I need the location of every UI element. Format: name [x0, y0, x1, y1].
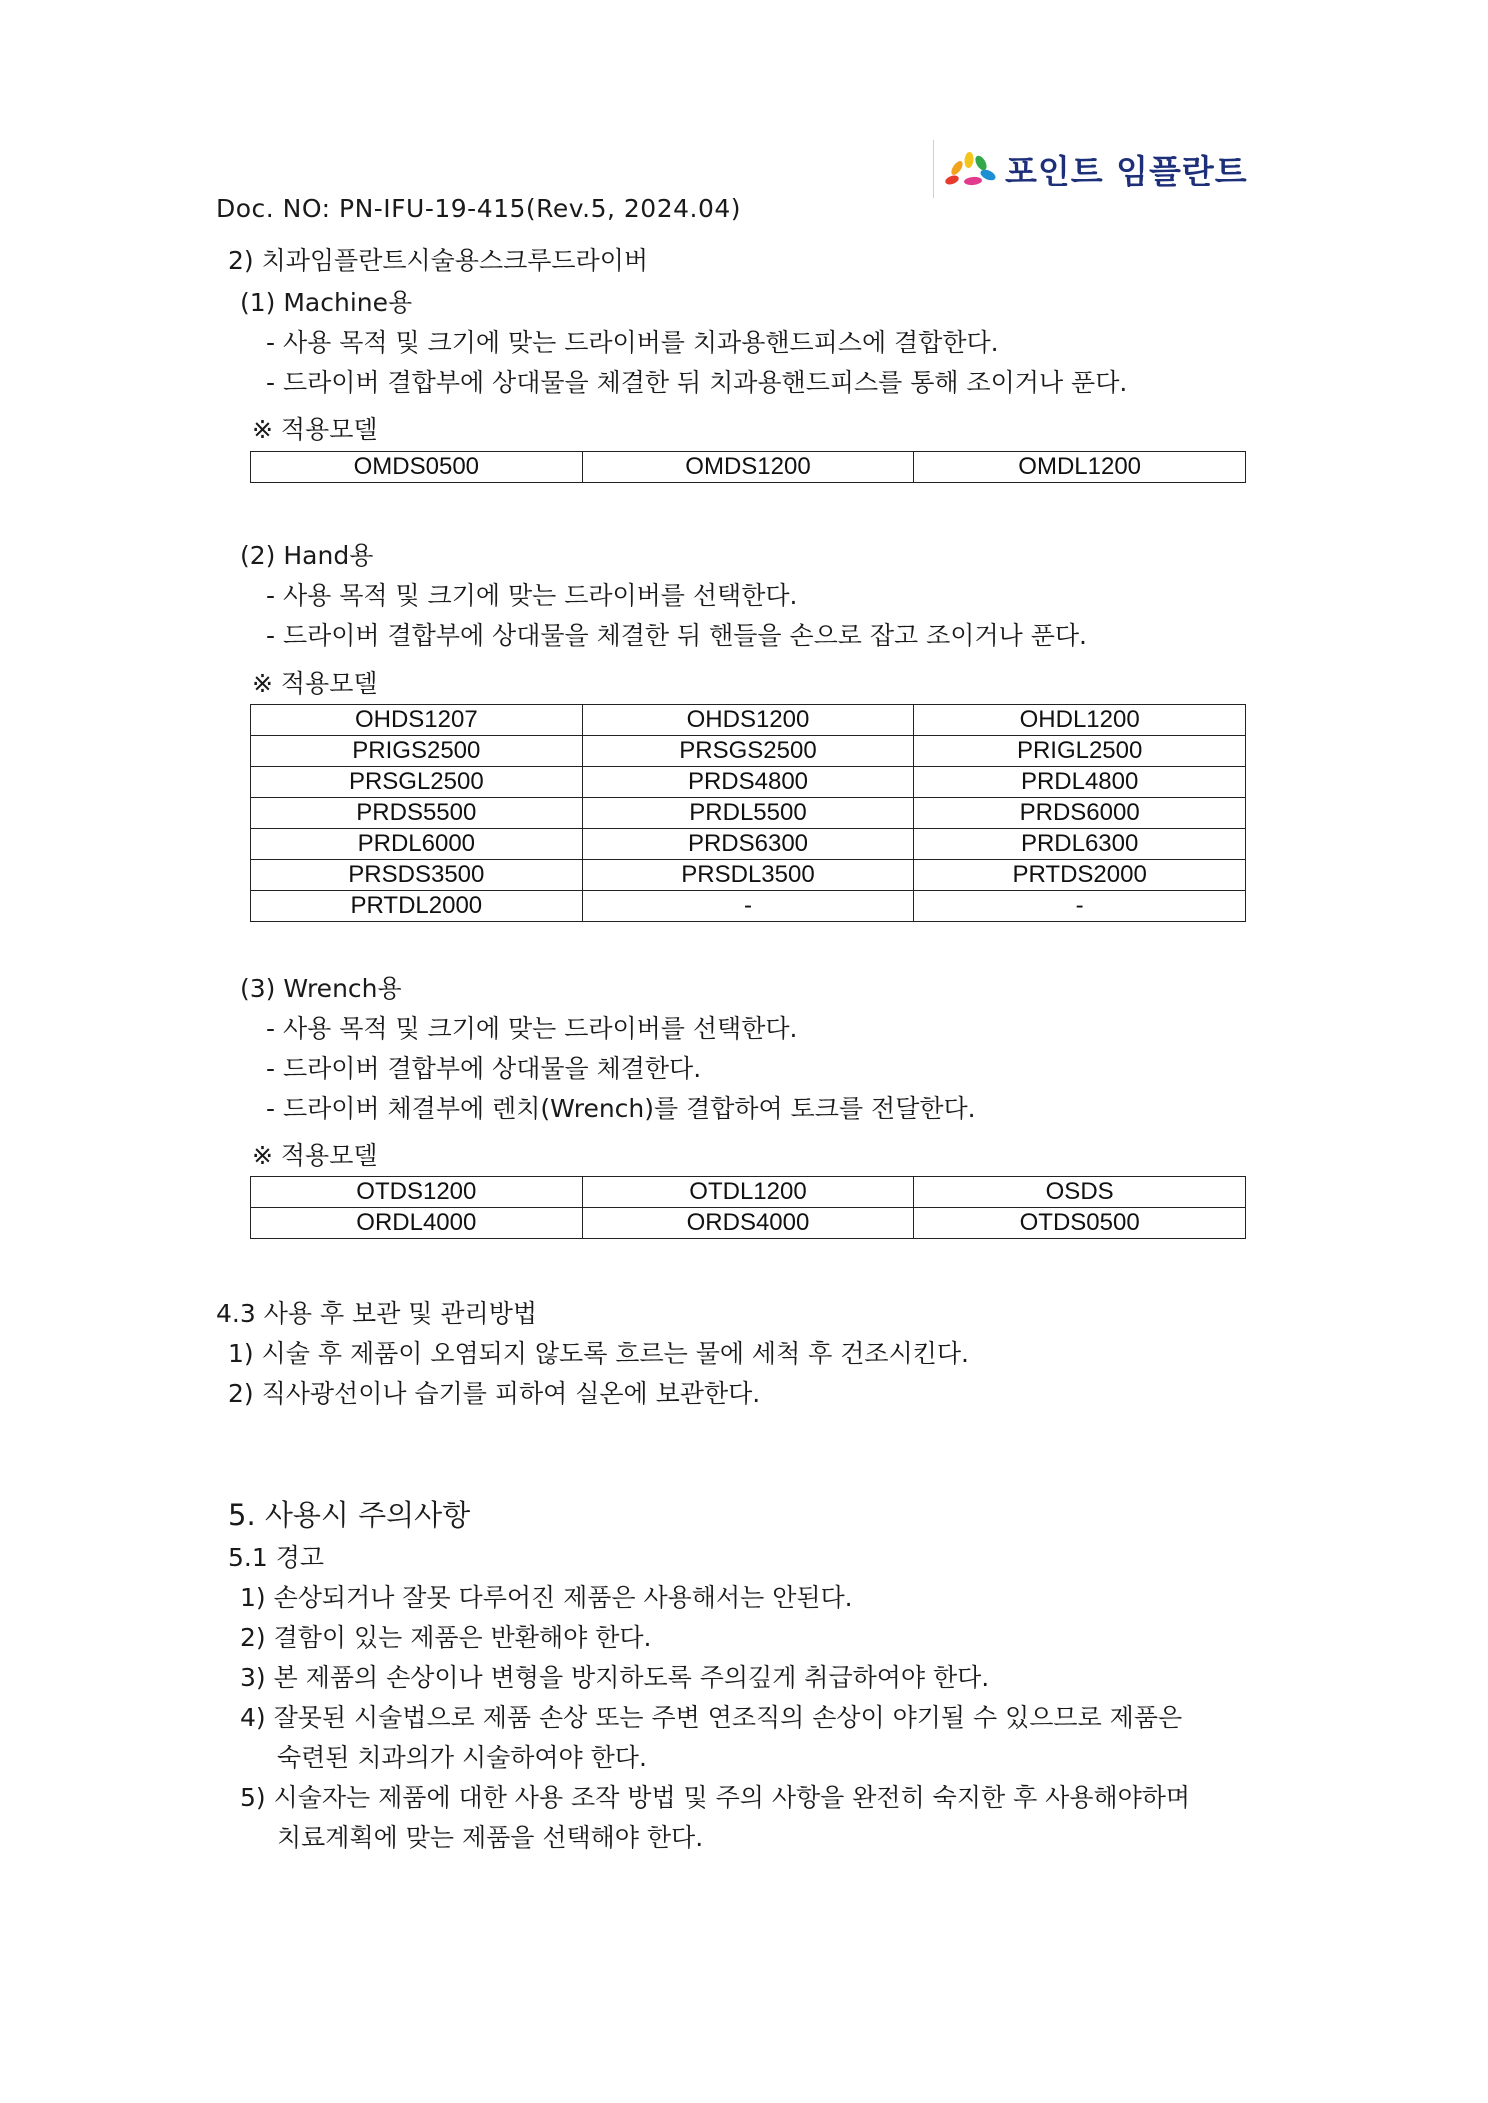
wrench-line-2: - 드라이버 결합부에 상대물을 체결한다.	[266, 1054, 702, 1083]
table-cell: OMDS0500	[251, 452, 583, 483]
table-row	[251, 452, 1246, 483]
wrench-model-label: ※ 적용모델	[252, 1141, 378, 1170]
table-cell: ORDL4000	[251, 1208, 583, 1239]
wrench-line-1: - 사용 목적 및 크기에 맞는 드라이버를 선택한다.	[266, 1014, 798, 1043]
warning-item-1: 1) 손상되거나 잘못 다루어진 제품은 사용해서는 안된다.	[240, 1583, 853, 1612]
table-cell: PRSGL2500	[251, 767, 583, 798]
table-cell: PRTDL2000	[251, 891, 583, 922]
hand-model-table	[250, 704, 1246, 922]
warning-item-5: 5) 시술자는 제품에 대한 사용 조작 방법 및 주의 사항을 완전히 숙지한 후 사용해야하며	[240, 1783, 1191, 1812]
subsection-warning-title: 5.1 경고	[228, 1543, 325, 1572]
subsection-machine-title: (1) Machine용	[240, 288, 413, 317]
table-row	[251, 767, 1246, 798]
table-cell: PRDS4800	[582, 767, 914, 798]
table-cell: OMDL1200	[914, 452, 1246, 483]
table-cell: PRTDS2000	[914, 860, 1246, 891]
wrench-line-3: - 드라이버 체결부에 렌치(Wrench)를 결합하여 토크를 전달한다.	[266, 1094, 976, 1123]
machine-model-label: ※ 적용모델	[252, 415, 378, 444]
table-cell: -	[914, 891, 1246, 922]
warning-item-4: 4) 잘못된 시술법으로 제품 손상 또는 주변 연조직의 손상이 야기될 수 있으므로 제품은	[240, 1703, 1183, 1732]
table-row	[251, 798, 1246, 829]
table-cell: PRDL6000	[251, 829, 583, 860]
machine-line-1: - 사용 목적 및 크기에 맞는 드라이버를 치과용핸드피스에 결합한다.	[266, 328, 999, 357]
warning-item-2: 2) 결함이 있는 제품은 반환해야 한다.	[240, 1623, 652, 1652]
table-cell: PRDL4800	[914, 767, 1246, 798]
warning-item-4-continued: 숙련된 치과의가 시술하여야 한다.	[277, 1743, 647, 1772]
logo-divider	[933, 140, 934, 198]
table-cell: PRDS6000	[914, 798, 1246, 829]
table-cell: ORDS4000	[582, 1208, 914, 1239]
table-row	[251, 1208, 1246, 1239]
table-cell: PRSGS2500	[582, 736, 914, 767]
warning-item-5-continued: 치료계획에 맞는 제품을 선택해야 한다.	[277, 1823, 704, 1852]
table-row	[251, 860, 1246, 891]
table-cell: OTDS1200	[251, 1177, 583, 1208]
table-cell: OSDS	[914, 1177, 1246, 1208]
logo-petal-icon	[943, 146, 999, 192]
hand-model-label: ※ 적용모델	[252, 669, 378, 698]
table-cell: PRIGL2500	[914, 736, 1246, 767]
subsection-hand-title: (2) Hand용	[240, 541, 374, 570]
table-row	[251, 891, 1246, 922]
wrench-model-table	[250, 1176, 1246, 1239]
storage-item-1: 1) 시술 후 제품이 오염되지 않도록 흐르는 물에 세척 후 건조시킨다.	[228, 1339, 969, 1368]
table-cell: OHDS1207	[251, 705, 583, 736]
hand-line-2: - 드라이버 결합부에 상대물을 체결한 뒤 핸들을 손으로 잡고 조이거나 푼다.	[266, 621, 1087, 650]
warning-item-3: 3) 본 제품의 손상이나 변형을 방지하도록 주의깊게 취급하여야 한다.	[240, 1663, 990, 1692]
table-cell: PRDL5500	[582, 798, 914, 829]
machine-line-2: - 드라이버 결합부에 상대물을 체결한 뒤 치과용핸드피스를 통해 조이거나 푼다.	[266, 368, 1128, 397]
table-cell: PRSDS3500	[251, 860, 583, 891]
section-title-storage: 4.3 사용 후 보관 및 관리방법	[216, 1299, 537, 1328]
hand-line-1: - 사용 목적 및 크기에 맞는 드라이버를 선택한다.	[266, 581, 798, 610]
table-cell: -	[582, 891, 914, 922]
table-row	[251, 736, 1246, 767]
table-cell: PRDS6300	[582, 829, 914, 860]
table-cell: OTDS0500	[914, 1208, 1246, 1239]
table-row	[251, 1177, 1246, 1208]
table-cell: OTDL1200	[582, 1177, 914, 1208]
table-cell: PRDL6300	[914, 829, 1246, 860]
table-row	[251, 829, 1246, 860]
storage-item-2: 2) 직사광선이나 습기를 피하여 실온에 보관한다.	[228, 1379, 761, 1408]
table-cell: OHDL1200	[914, 705, 1246, 736]
table-cell: OHDS1200	[582, 705, 914, 736]
table-cell: PRSDL3500	[582, 860, 914, 891]
doc-number: Doc. NO: PN-IFU-19-415(Rev.5, 2024.04)	[216, 194, 742, 223]
section-title-screwdriver: 2) 치과임플란트시술용스크루드라이버	[228, 246, 649, 275]
machine-model-table	[250, 451, 1246, 483]
table-cell: OMDS1200	[582, 452, 914, 483]
company-logo	[935, 140, 1248, 198]
section-title-precautions: 5. 사용시 주의사항	[228, 1498, 471, 1532]
table-row	[251, 705, 1246, 736]
table-cell: PRDS5500	[251, 798, 583, 829]
subsection-wrench-title: (3) Wrench용	[240, 974, 402, 1003]
logo-text: 포인트 임플란트	[1005, 151, 1248, 191]
table-cell: PRIGS2500	[251, 736, 583, 767]
